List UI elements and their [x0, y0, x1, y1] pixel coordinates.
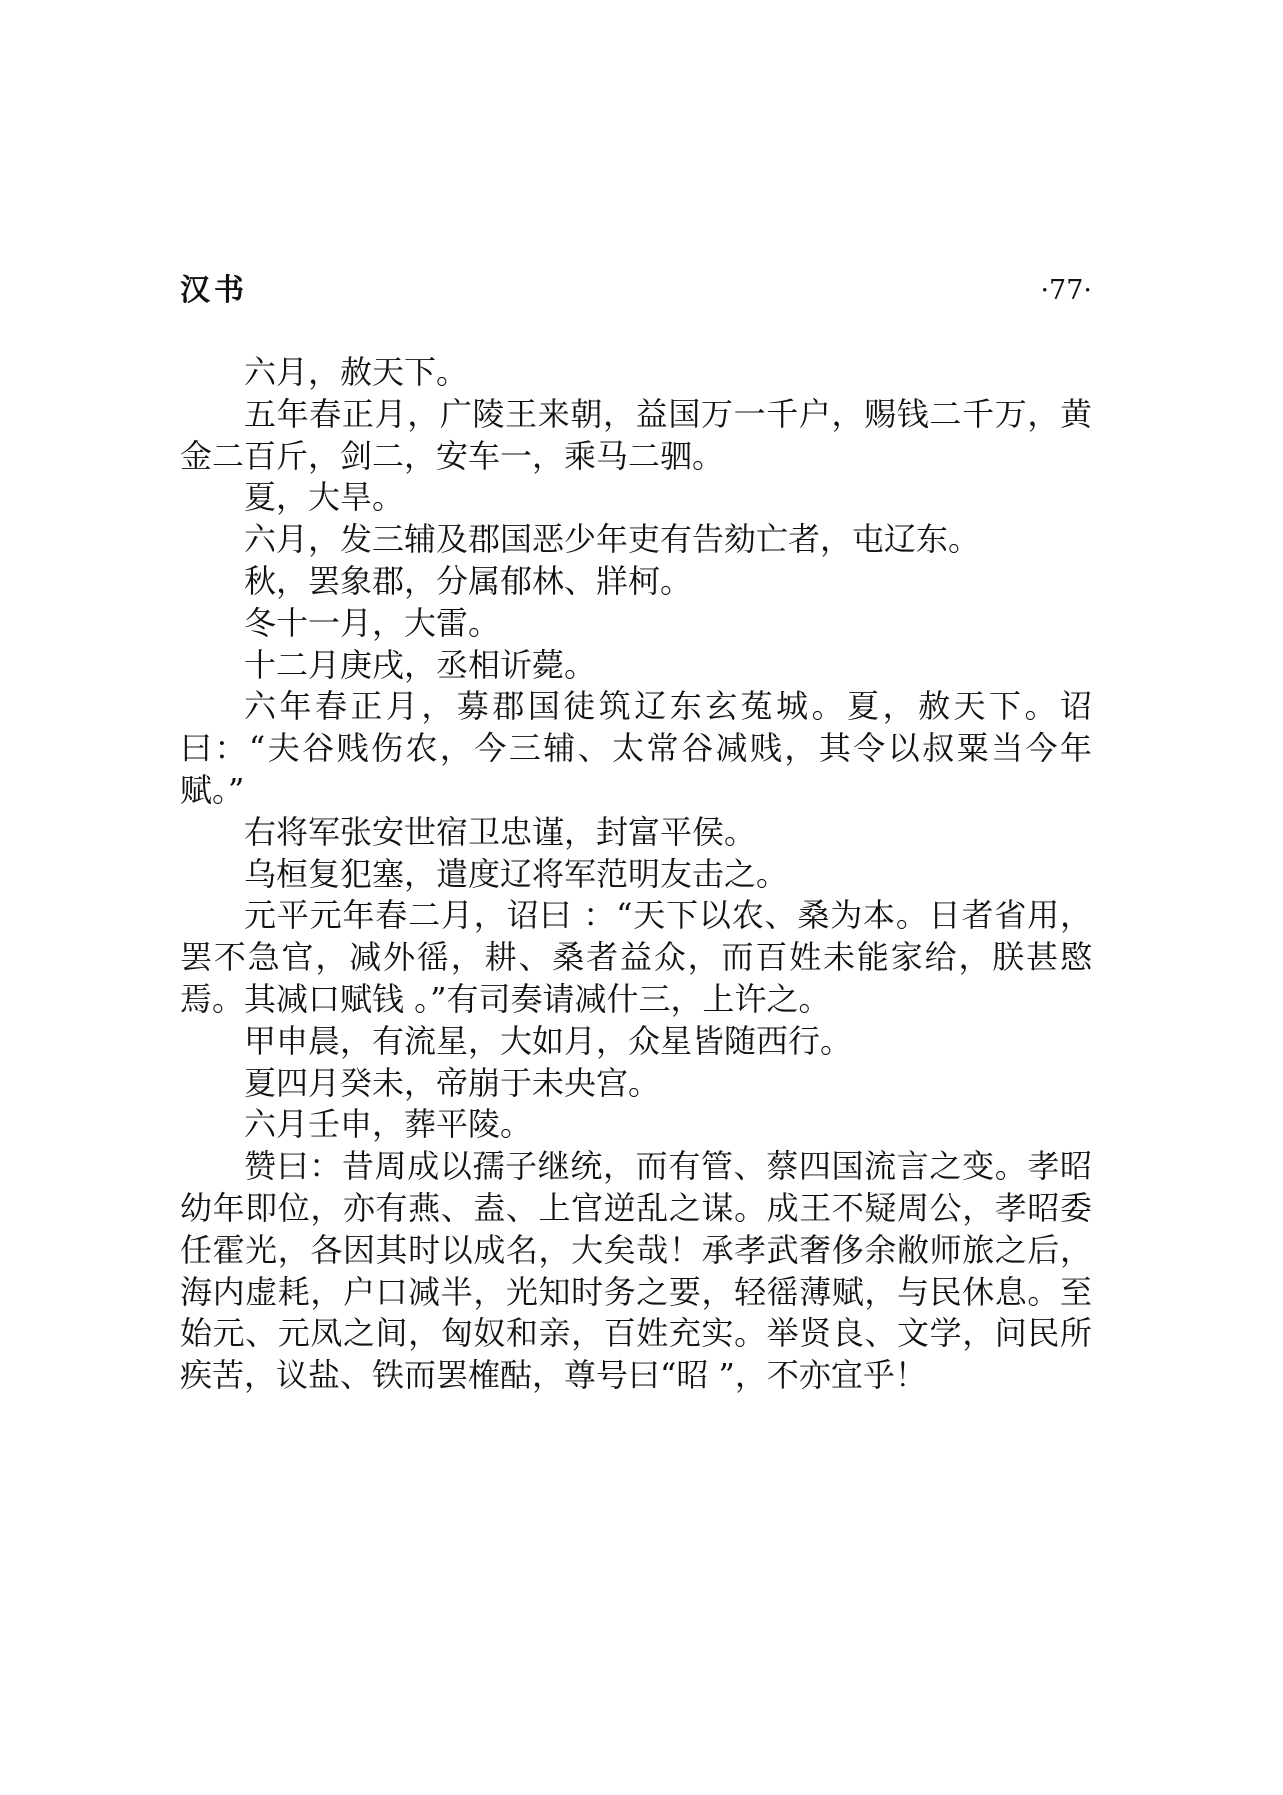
page-number: ·77·	[1040, 275, 1092, 306]
paragraph: 六月，发三辅及郡国恶少年吏有告劾亡者，屯辽东。	[244, 520, 981, 559]
paragraph: 乌桓复犯塞，遣度辽将军范明友击之。	[244, 854, 789, 893]
book-title: 汉书	[180, 273, 248, 308]
paragraph: 冬十一月，大雷。	[244, 603, 501, 642]
paragraph: 秋，罢象郡，分属郁林、牂柯。	[244, 561, 693, 600]
page-header	[180, 268, 1092, 314]
paragraph: 夏，大旱。	[244, 478, 405, 517]
paragraph: 六月，赦天下。	[244, 353, 469, 391]
paragraph: 六年春正月，募郡国徒筑辽东玄菟城。夏，赦天下。诏曰：“夫谷贱伤农，今三辅、太常谷减贱，其令以叔粟当今年赋。”	[180, 687, 1092, 809]
paragraph: 夏四月癸未，帝崩于未央宫。	[244, 1063, 661, 1102]
paragraph: 赞曰：昔周成以孺子继统，而有管、蔡四国流言之变。孝昭幼年即位，亦有燕、盍、上官逆乱之谋。成王不疑周公，孝昭委任霍光，各因其时以成名，大矣哉！承孝武奢侈余敝师旅之后，海内虚耗，户口减半，光知时务之要，轻徭薄赋，与民休息。至始元、元凤之间，匈奴和亲，百姓充实。举贤良、文学，问民所疾苦，议盐、铁而罢榷酤，尊号曰“昭 ”，不亦宜乎！	[180, 1147, 1092, 1395]
paragraph: 五年春正月，广陵王来朝，益国万一千户，赐钱二千万，黄金二百斤，剑二，安车一，乘马二驷。	[180, 394, 1092, 475]
paragraph: 六月壬申，葬平陵。	[244, 1105, 533, 1144]
paragraph: 元平元年春二月，诏曰 ：“天下以农、桑为本。日者省用，罢不急官，减外徭，耕、桑者益众，而百姓未能家给，朕甚愍焉。其减口赋钱 。”有司奏请减什三，上许之。	[180, 896, 1092, 1018]
body-text	[180, 352, 1092, 1397]
paragraph: 右将军张安世宿卫忠谨，封富平侯。	[244, 812, 757, 851]
paragraph: 十二月庚戌，丞相䜣薨。	[244, 645, 597, 684]
paragraph: 甲申晨，有流星，大如月，众星皆随西行。	[244, 1021, 853, 1060]
